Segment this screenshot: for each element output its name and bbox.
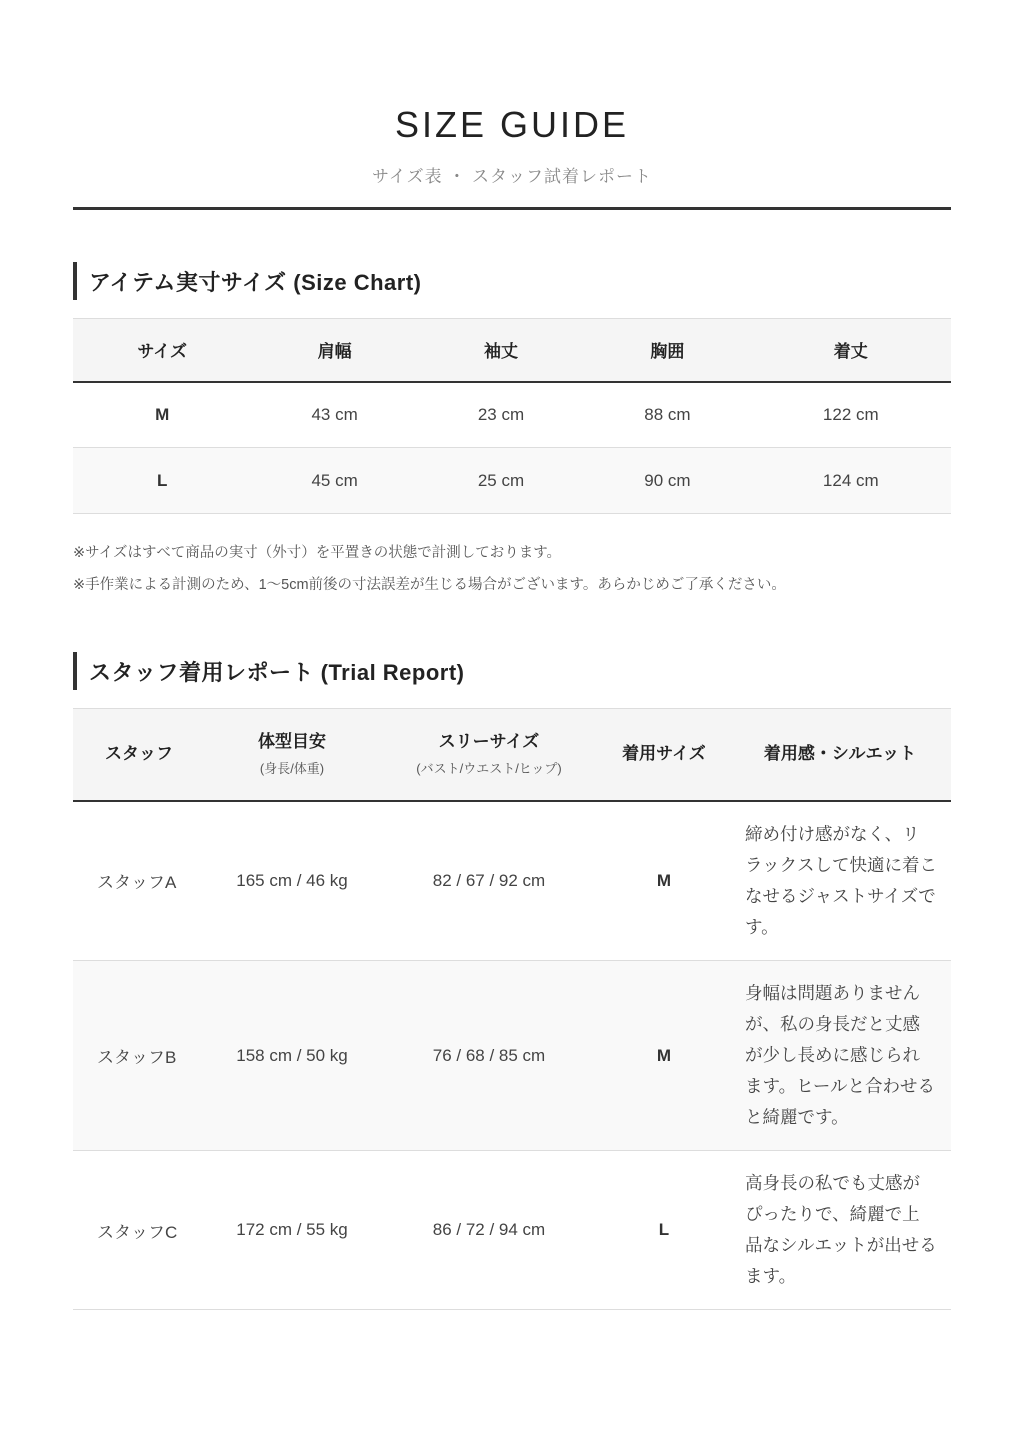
column-header-staff: スタッフ	[73, 709, 205, 801]
table-row	[73, 448, 951, 514]
column-header-measurements: スリーサイズ (バスト/ウエスト/ヒップ)	[379, 709, 599, 801]
size-notes	[73, 537, 951, 601]
column-header-fit: 着用感・シルエット	[729, 709, 951, 801]
note-line: ※サイズはすべて商品の実寸（外寸）を平置きの状態で計測しております。	[73, 545, 562, 561]
fit-comment-cell: 身幅は問題ありませんが、私の身長だと丈感が少し長めに感じられます。ヒールと合わせると綺麗です。	[729, 961, 951, 1151]
measurements-cell: 76 / 68 / 85 cm	[379, 961, 599, 1151]
staff-name-cell: スタッフB	[73, 961, 205, 1151]
note-line: ※手作業による計測のため、1〜5cm前後の寸法誤差が生じる場合がございます。あらかじめご了承ください。	[73, 577, 786, 593]
column-header-shoulder: 肩幅	[251, 319, 417, 382]
measurements-cell: 82 / 67 / 92 cm	[379, 801, 599, 961]
page-subtitle: サイズ表 ・ スタッフ試着レポート	[371, 167, 653, 186]
chest-cell: 88 cm	[584, 382, 750, 448]
column-header-length: 着丈	[751, 319, 951, 382]
trial-report-header-row	[73, 709, 951, 801]
header-divider	[73, 207, 951, 210]
table-row	[73, 1151, 951, 1310]
table-row	[73, 961, 951, 1151]
sleeve-cell: 25 cm	[418, 448, 584, 514]
worn-size-cell: M	[599, 801, 729, 961]
column-header-size: サイズ	[73, 319, 251, 382]
length-cell: 124 cm	[751, 448, 951, 514]
fit-comment-cell: 高身長の私でも丈感がぴったりで、綺麗で上品なシルエットが出せるます。	[729, 1151, 951, 1310]
staff-name-cell: スタッフC	[73, 1151, 205, 1310]
length-cell: 122 cm	[751, 382, 951, 448]
column-header-sleeve: 袖丈	[418, 319, 584, 382]
body-cell: 172 cm / 55 kg	[205, 1151, 379, 1310]
size-chart-table	[73, 318, 951, 514]
trial-report-heading: スタッフ着用レポート (Trial Report)	[73, 652, 465, 690]
shoulder-cell: 45 cm	[251, 448, 417, 514]
column-header-chest: 胸囲	[584, 319, 750, 382]
measurements-cell: 86 / 72 / 94 cm	[379, 1151, 599, 1310]
chest-cell: 90 cm	[584, 448, 750, 514]
body-cell: 165 cm / 46 kg	[205, 801, 379, 961]
size-chart-heading: アイテム実寸サイズ (Size Chart)	[73, 262, 422, 300]
fit-comment-cell: 締め付け感がなく、リラックスして快適に着こなせるジャストサイズです。	[729, 801, 951, 961]
worn-size-cell: L	[599, 1151, 729, 1310]
shoulder-cell: 43 cm	[251, 382, 417, 448]
table-row	[73, 801, 951, 961]
column-header-worn-size: 着用サイズ	[599, 709, 729, 801]
staff-name-cell: スタッフA	[73, 801, 205, 961]
column-header-body: 体型目安 (身長/体重)	[205, 709, 379, 801]
size-chart-header-row	[73, 319, 951, 382]
size-cell: L	[73, 448, 251, 514]
body-cell: 158 cm / 50 kg	[205, 961, 379, 1151]
page-title: SIZE GUIDE	[394, 104, 630, 145]
table-row	[73, 382, 951, 448]
sleeve-cell: 23 cm	[418, 382, 584, 448]
trial-report-table	[73, 708, 951, 1310]
worn-size-cell: M	[599, 961, 729, 1151]
size-cell: M	[73, 382, 251, 448]
